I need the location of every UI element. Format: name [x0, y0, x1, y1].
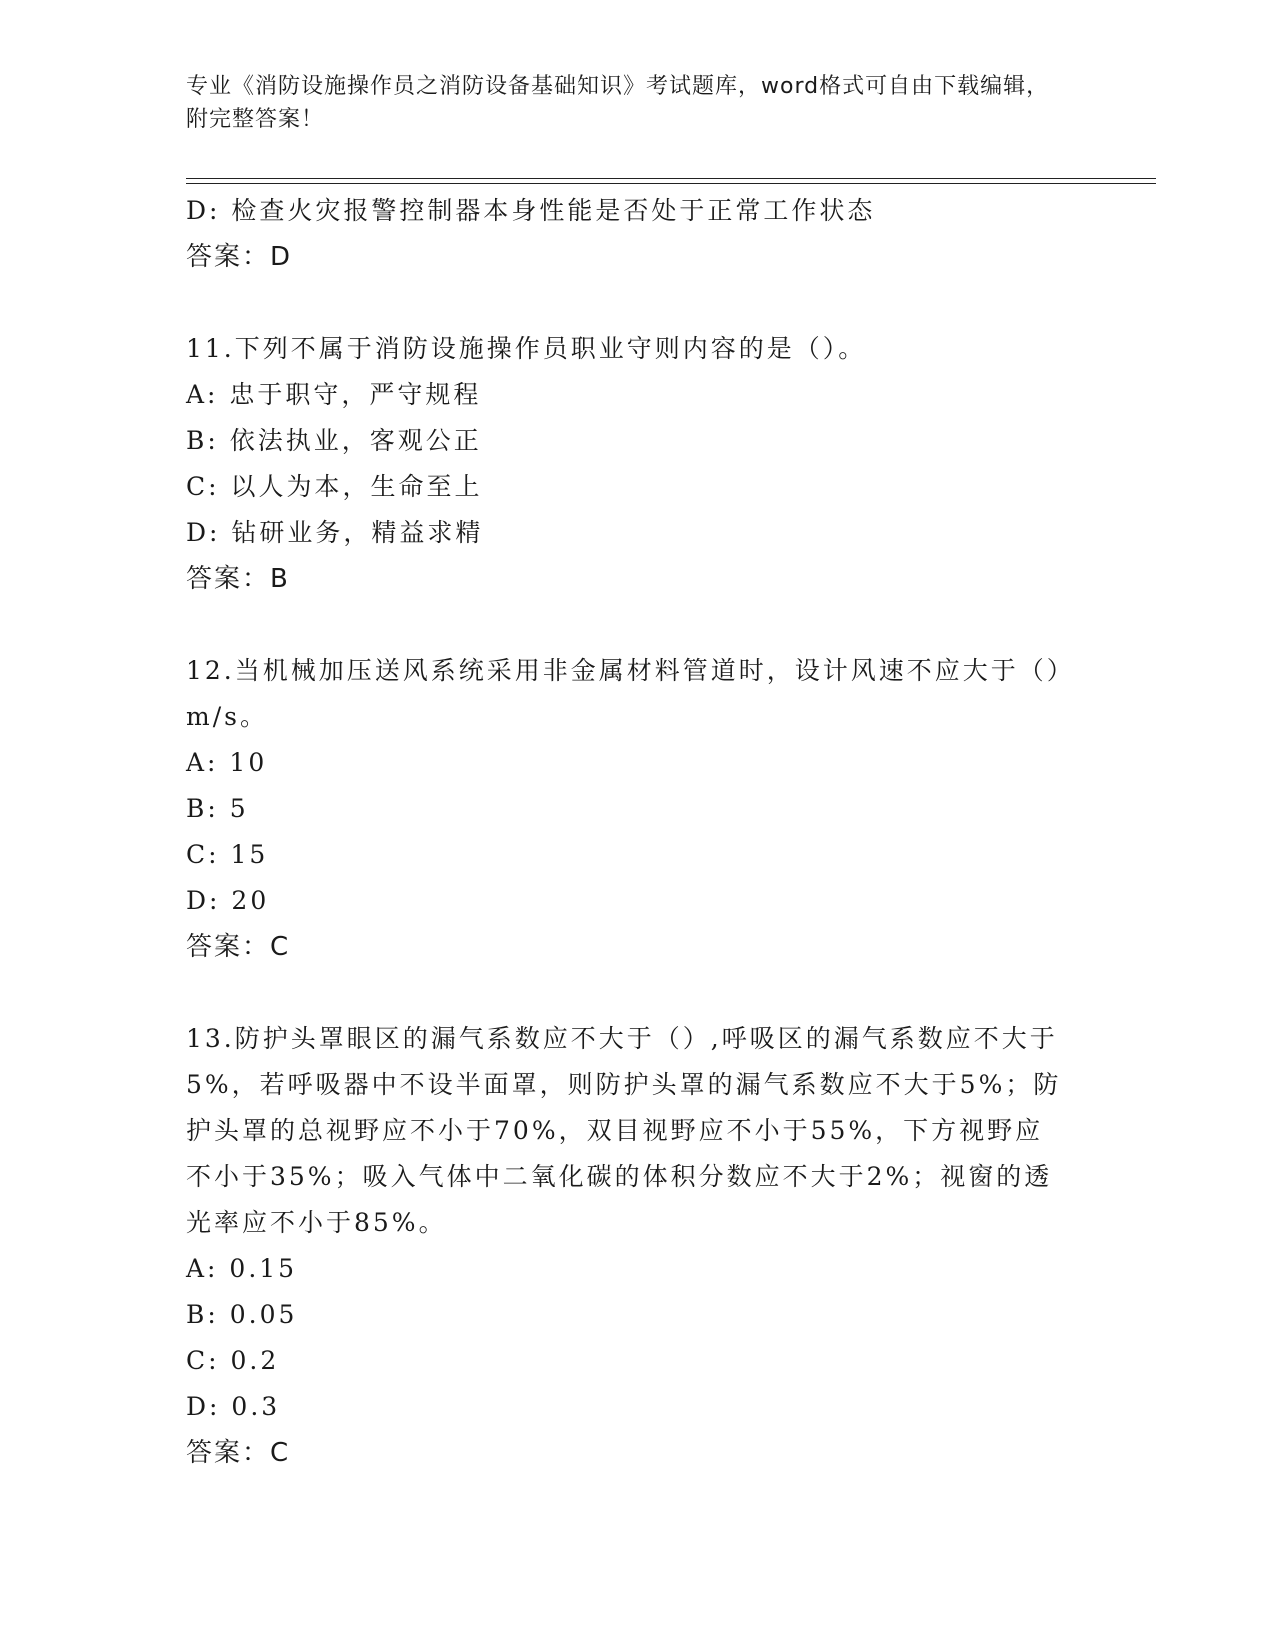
option-c: C: 15 [186, 840, 269, 869]
option-c: C: 以人为本，生命至上 [186, 472, 483, 501]
option-b: B: 依法执业，客观公正 [186, 426, 482, 455]
answer: 答案：C [186, 932, 291, 962]
option-d: D: 钻研业务，精益求精 [186, 518, 484, 547]
page-header: 专业《消防设施操作员之消防设备基础知识》考试题库，word格式可自由下载编辑，附完整答案！ [186, 74, 1050, 132]
option-b: B: 5 [186, 794, 249, 823]
option-c: C: 0.2 [186, 1346, 280, 1375]
question-11 [186, 326, 1066, 602]
document-body [186, 188, 1066, 1476]
question-stem: 11.下列不属于消防设施操作员职业守则内容的是（）。 [186, 334, 867, 363]
option-a: A: 10 [186, 748, 268, 777]
question-12 [186, 648, 1066, 970]
answer: 答案：D [186, 242, 293, 272]
option-d: D: 检查火灾报警控制器本身性能是否处于正常工作状态 [186, 196, 876, 225]
question-stem: 12.当机械加压送风系统采用非金属材料管道时，设计风速不应大于（）m/s。 [186, 656, 1063, 731]
option-b: B: 0.05 [186, 1300, 298, 1329]
question-13 [186, 1016, 1066, 1476]
question-stem: 13.防护头罩眼区的漏气系数应不大于（）,呼吸区的漏气系数应不大于5%，若呼吸器中不设半面罩，则防护头罩的漏气系数应不大于5%；防护头罩的总视野应不小于70%，双目视野应不小于55%，下方视野应不小于35%；吸入气体中二氧化碳的体积分数应不大于2%；视窗的透光率应不小于85%。 [186, 1024, 1062, 1237]
option-a: A: 忠于职守，严守规程 [186, 380, 482, 409]
answer: 答案：B [186, 564, 290, 594]
previous-question-tail [186, 188, 1066, 280]
header-divider-bottom [186, 183, 1156, 184]
answer: 答案：C [186, 1438, 291, 1468]
option-d: D: 0.3 [186, 1392, 281, 1421]
header-divider-top [186, 178, 1156, 179]
option-a: A: 0.15 [186, 1254, 298, 1283]
option-d: D: 20 [186, 886, 270, 915]
